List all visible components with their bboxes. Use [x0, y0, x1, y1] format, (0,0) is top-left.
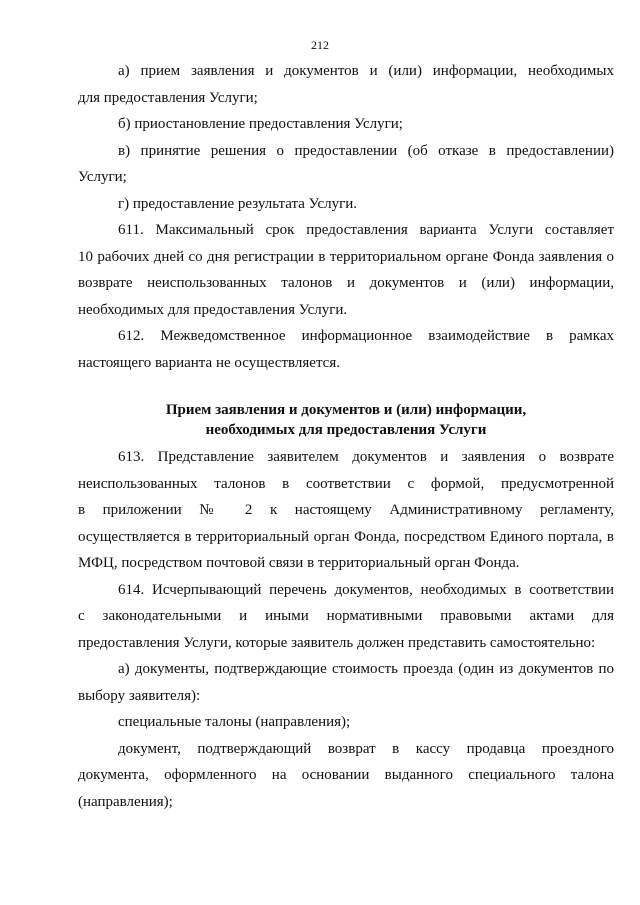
text-line: 611. Максимальный срок предоставления варианта Услуги составляет — [118, 222, 614, 238]
text-line: а) документы, подтверждающие стоимость проезда (один из документов по — [118, 661, 614, 677]
text-line: г) предоставление результата Услуги. — [118, 195, 358, 212]
text-line: документа, оформленного на основании выданного специального талона — [78, 767, 614, 783]
text-line: с законодательными и иными нормативными правовыми актами для — [78, 608, 614, 624]
page-number: 212 — [311, 38, 329, 52]
paragraphs-before-heading — [78, 58, 614, 376]
text-line: 10 рабочих дней со дня регистрации в территориальном органе Фонда заявления о — [78, 248, 614, 265]
section-heading — [78, 400, 614, 440]
text-line: МФЦ, посредством почтовой связи в территориальный орган Фонда. — [78, 555, 520, 571]
text-line: специальные талоны (направления); — [118, 714, 351, 730]
text-line: выбору заявителя): — [78, 687, 201, 704]
paragraphs-after-heading — [78, 444, 614, 815]
text-line: а) прием заявления и документов и (или) информации, необходимых — [118, 63, 614, 79]
text-line: настоящего варианта не осуществляется. — [78, 354, 340, 371]
text-line: 613. Представление заявителем документов и заявления о возврате — [118, 449, 614, 465]
text-line: документ, подтверждающий возврат в кассу продавца проездного — [118, 740, 614, 757]
text-line: осуществляется в территориальный орган Фонда, посредством Единого портала, в — [78, 528, 614, 545]
text-line: б) приостановление предоставления Услуги; — [118, 116, 403, 132]
text-line: Услуги; — [78, 169, 127, 185]
text-line: возврате неиспользованных талонов и документов и (или) информации, — [78, 275, 614, 291]
section-heading-line: Прием заявления и документов и (или) информации, — [165, 402, 527, 418]
section-heading-line: необходимых для предоставления Услуги — [205, 422, 487, 438]
text-line: необходимых для предоставления Услуги. — [78, 301, 348, 318]
text-line: 614. Исчерпывающий перечень документов, необходимых в соответствии — [118, 581, 614, 598]
text-line: 612. Межведомственное информационное взаимодействие в рамках — [118, 328, 614, 344]
text-line: в) принятие решения о предоставлении (об отказе в предоставлении) — [118, 142, 614, 159]
text-line: неиспользованных талонов в соответствии с формой, предусмотренной — [78, 475, 614, 492]
text-line: (направления); — [78, 793, 173, 810]
text-line: для предоставления Услуги; — [78, 89, 258, 106]
text-line: в приложении № 2 к настоящему Административному регламенту, — [78, 502, 614, 518]
text-line: предоставления Услуги, которые заявитель должен представить самостоятельно: — [78, 634, 596, 651]
